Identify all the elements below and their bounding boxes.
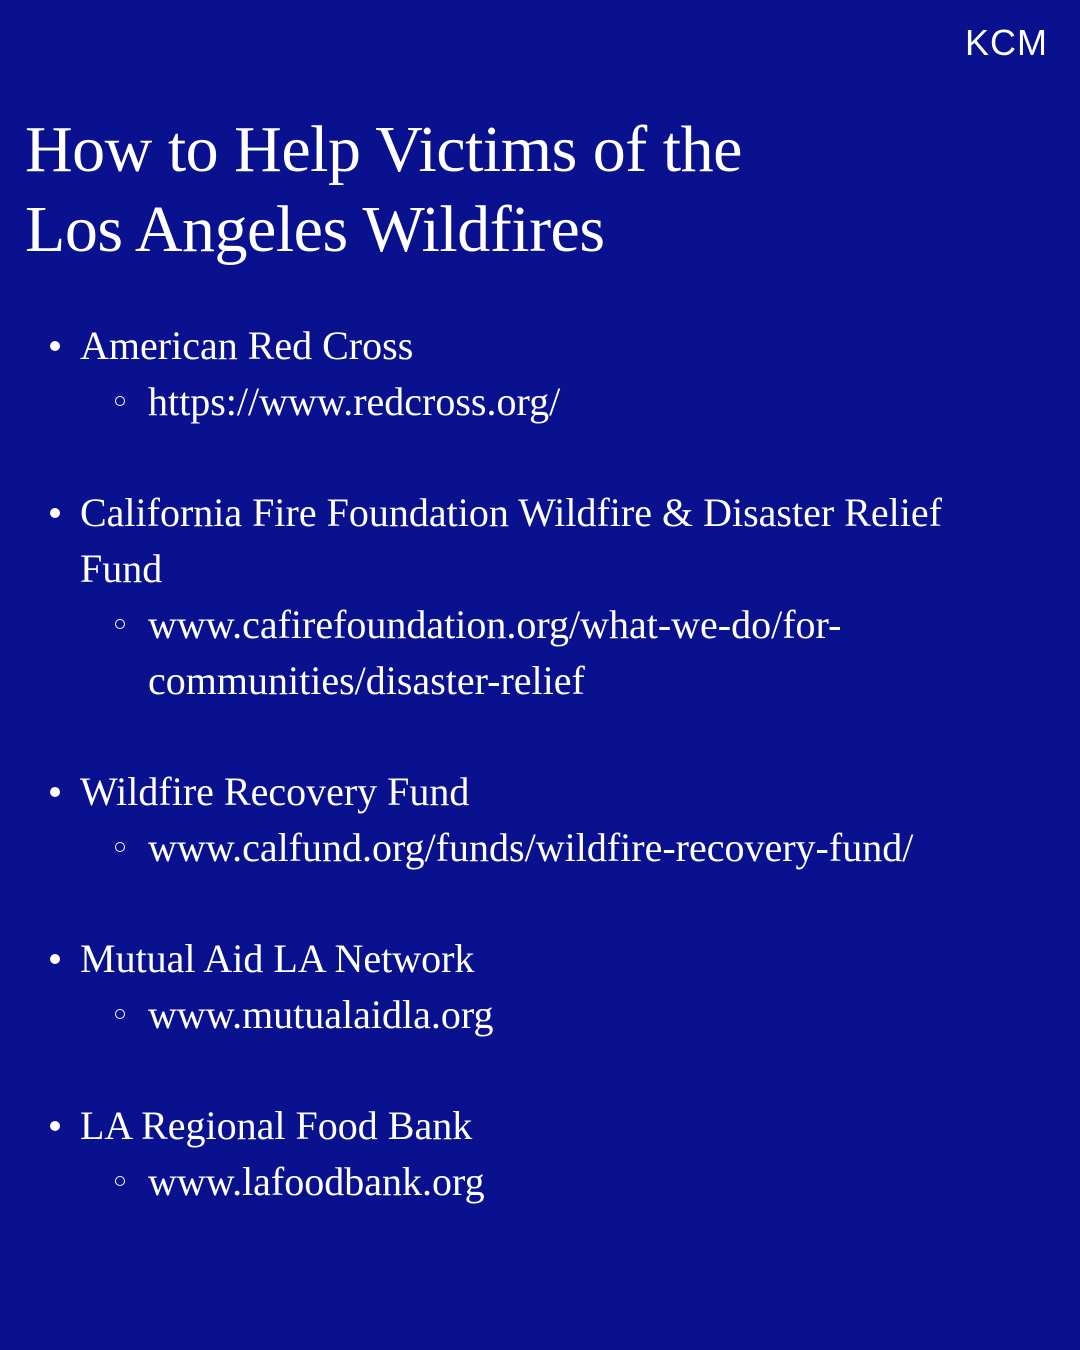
page-title (25, 110, 1025, 270)
page-title-line-1: How to Help Victims of the (25, 113, 742, 186)
bullet-icon (50, 787, 60, 797)
organization-name: California Fire Foundation Wildfire & Disaster Relief Fund (80, 490, 942, 591)
organization-url-row (0, 597, 948, 709)
list-item-american-red-cross (0, 318, 1080, 430)
circle-bullet-icon (115, 1009, 125, 1019)
organization-url[interactable]: www.cafirefoundation.org/what-we-do/for-communities/disaster-relief (148, 602, 842, 703)
bullet-icon (50, 508, 60, 518)
organization-row (0, 764, 1010, 820)
page-title-line-2: Los Angeles Wildfires (25, 193, 605, 266)
circle-bullet-icon (115, 1176, 125, 1186)
bullet-icon (50, 954, 60, 964)
list-item-mutual-aid-la-network (0, 931, 1080, 1043)
organization-url-row (0, 1154, 948, 1210)
organization-name: American Red Cross (80, 323, 414, 368)
organization-url[interactable]: https://www.redcross.org/ (148, 379, 561, 424)
list-item-la-regional-food-bank (0, 1098, 1080, 1210)
organization-row (0, 1098, 1010, 1154)
list-item-wildfire-recovery-fund (0, 764, 1080, 876)
organization-row (0, 318, 1010, 374)
organization-url[interactable]: www.lafoodbank.org (148, 1159, 485, 1204)
list-item-california-fire-foundation (0, 485, 1080, 709)
organization-url-row (0, 987, 948, 1043)
organization-row (0, 485, 1010, 597)
organization-url[interactable]: www.calfund.org/funds/wildfire-recovery-fund/ (148, 825, 914, 870)
bullet-icon (50, 1121, 60, 1131)
relief-organizations-list (0, 318, 1080, 1265)
circle-bullet-icon (115, 842, 125, 852)
organization-name: Mutual Aid LA Network (80, 936, 475, 981)
organization-url-row (0, 820, 948, 876)
organization-url[interactable]: www.mutualaidla.org (148, 992, 494, 1037)
bullet-icon (50, 341, 60, 351)
organization-name: Wildfire Recovery Fund (80, 769, 470, 814)
organization-name: LA Regional Food Bank (80, 1103, 473, 1148)
circle-bullet-icon (115, 396, 125, 406)
kcm-logo: KCM (965, 22, 1048, 63)
circle-bullet-icon (115, 619, 125, 629)
organization-row (0, 931, 1010, 987)
organization-url-row (0, 374, 948, 430)
